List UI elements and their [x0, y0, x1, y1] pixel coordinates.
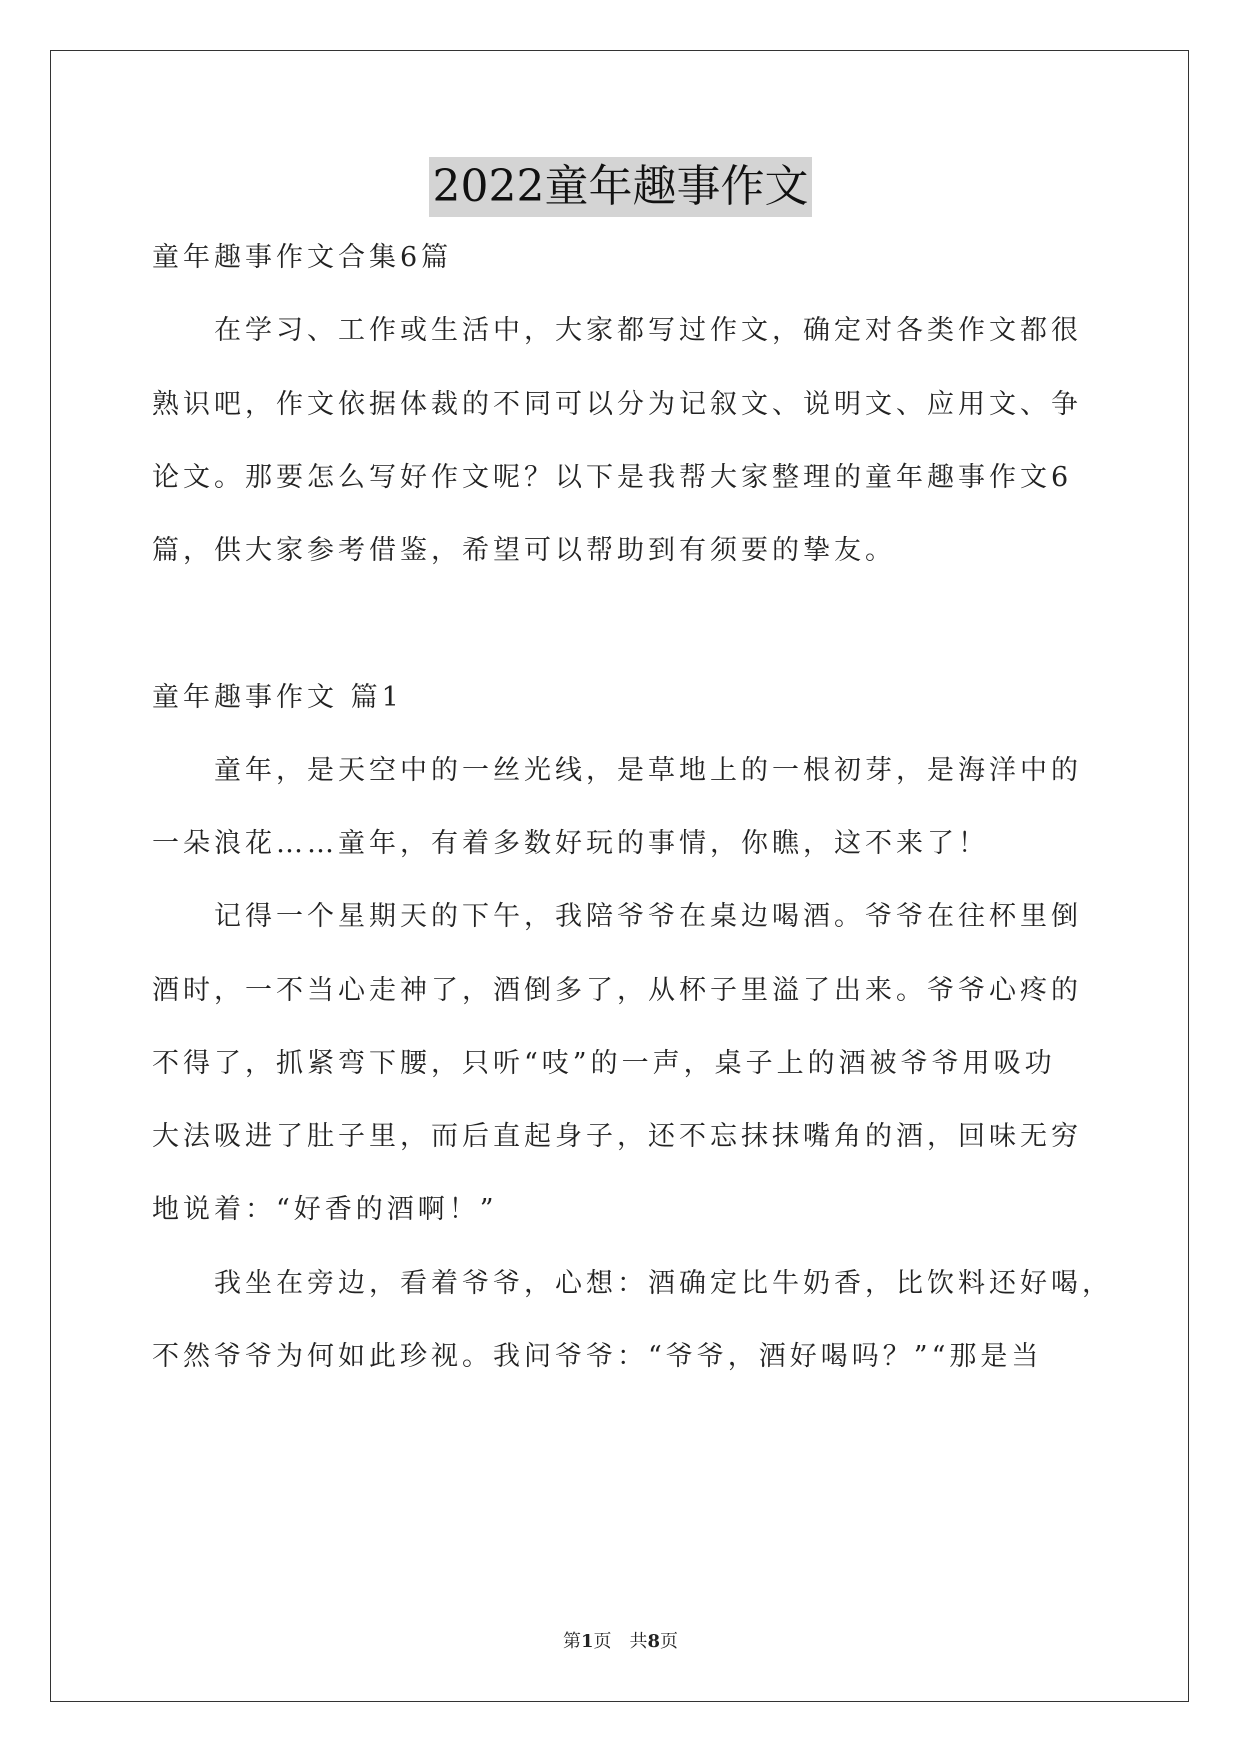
body-line: 一朵浪花……童年，有着多数好玩的事情，你瞧，这不来了！ [152, 828, 989, 859]
section-heading: 童年趣事作文 篇1 [152, 682, 403, 713]
body-line: 地说着：“好香的酒啊！” [152, 1194, 498, 1225]
body-line: 记得一个星期天的下午，我陪爷爷在桌边喝酒。爷爷在往杯里倒 [214, 901, 1082, 932]
page-footer [0, 1630, 1241, 1654]
body-line: 我坐在旁边，看着爷爷，心想：酒确定比牛奶香，比饮料还好喝， [214, 1268, 1113, 1299]
document-title [0, 157, 1241, 217]
footer-suffix: 页 [660, 1631, 679, 1652]
body-line: 不得了，抓紧弯下腰，只听“吱”的一声，桌子上的酒被爷爷用吸功 [152, 1048, 1056, 1079]
footer-middle: 页 共 [593, 1631, 648, 1652]
collection-heading: 童年趣事作文合集6篇 [152, 242, 453, 273]
intro-line: 篇，供大家参考借鉴，希望可以帮助到有须要的挚友。 [152, 535, 896, 566]
footer-page-number: 1 [580, 1631, 594, 1652]
body-line: 酒时，一不当心走神了，酒倒多了，从杯子里溢了出来。爷爷心疼的 [152, 975, 1082, 1006]
body-line: 不然爷爷为何如此珍视。我问爷爷：“爷爷，酒好喝吗？”“那是当 [152, 1341, 1043, 1372]
intro-line: 论文。那要怎么写好作文呢？以下是我帮大家整理的童年趣事作文6 [152, 462, 1073, 493]
body-line: 大法吸进了肚子里，而后直起身子，还不忘抹抹嘴角的酒，回味无穷 [152, 1121, 1082, 1152]
page-border [50, 50, 1189, 1702]
body-line: 童年，是天空中的一丝光线，是草地上的一根初芽，是海洋中的 [214, 755, 1082, 786]
intro-line: 熟识吧，作文依据体裁的不同可以分为记叙文、说明文、应用文、争 [152, 389, 1082, 420]
intro-line: 在学习、工作或生活中，大家都写过作文，确定对各类作文都很 [214, 315, 1082, 346]
document-title-text: 2022童年趣事作文 [429, 157, 813, 217]
footer-total-pages: 8 [647, 1631, 661, 1652]
footer-prefix: 第 [562, 1631, 581, 1652]
